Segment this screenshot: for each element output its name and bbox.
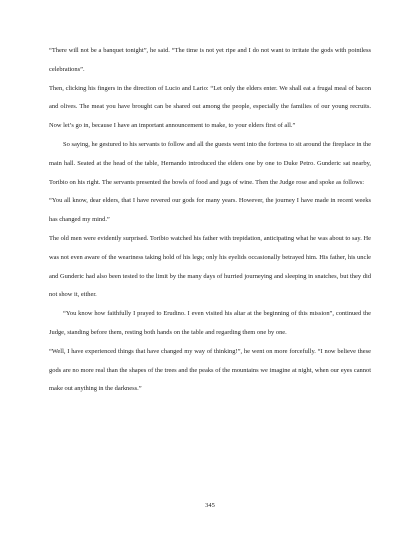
paragraph-3: So saying, he gestured to his servants to follow and all the guests went into the fortress to sit around the fireplace in the main hall. Seated at the head of the table, Hernando introduced the elders one by one to Duke Petro. Gunderic sat nearby, Toribio on his right. The servants presented the bowls of food and jugs of wine. Then the Judge rose and spoke as follows:: [49, 140, 371, 186]
paragraph-1: “There will not be a banquet tonight”, he said. “The time is not yet ripe and I do not want to irritate the gods with pointless celebrations”.: [49, 47, 371, 73]
paragraph-4: “You all know, dear elders, that I have revered our gods for many years. However, the journey I have made in recent weeks has changed my mind.”: [49, 197, 371, 224]
paragraph-7: “Well, I have experienced things that have changed my way of thinking!”, he went on more forcefully. “I now believe these gods are no more real than the shapes of the trees and the peaks of the mountains we imagine at night, when our eyes cannot make out anything in the darkness.”: [49, 347, 371, 393]
paragraph-5: The old men were evidently surprised. Toribio watched his father with trepidation, anticipating what he was about to say. He was not even aware of the weariness taking hold of his legs; only his eyelids occasionally betrayed him. His father, his uncle and Gunderic had also been tested to the limit by the many days of hurried journeying and sleeping in snatches, but they did not show it, either.: [49, 234, 371, 299]
body-text: [49, 42, 371, 399]
paragraph-2: Then, clicking his fingers in the direction of Lucio and Lario: “Let only the elders enter. We shall eat a frugal meal of bacon and olives. The meat you have brought can be shared out among the people, especially the families of our young recruits. Now let’s go in, because I have an important announcement to make, to your elders first of all.”: [49, 84, 371, 130]
page-number: 345: [205, 502, 215, 509]
paragraph-6: “You know how faithfully I prayed to Erudino. I even visited his altar at the beginning of this mission”, continued the Judge, standing before them, resting both hands on the table and regarding them one by one.: [49, 310, 371, 336]
